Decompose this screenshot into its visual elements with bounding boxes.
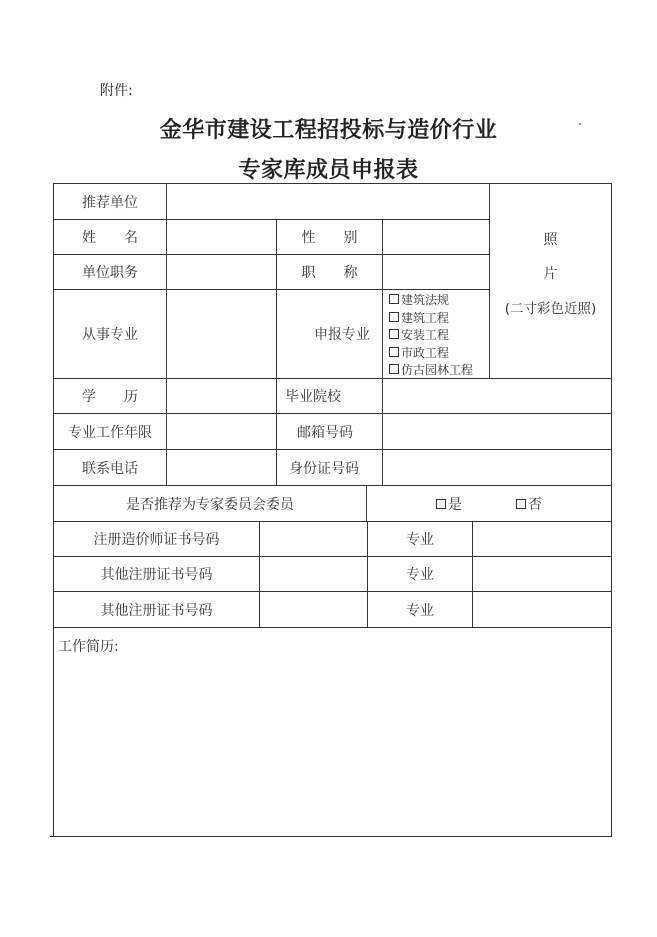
checkbox-icon[interactable] (389, 364, 399, 374)
title-rank-label: 职 称 (301, 265, 358, 281)
education-label: 学 历 (82, 389, 138, 405)
checkbox-icon[interactable] (389, 347, 399, 357)
cost-cert-field[interactable] (260, 522, 367, 556)
committee-no[interactable]: 否 (516, 494, 542, 514)
name-field[interactable] (167, 220, 276, 254)
major-field-2[interactable] (473, 557, 611, 591)
checkbox-icon[interactable] (436, 499, 446, 509)
cost-cert-label: 注册造价师证书号码 (93, 532, 220, 548)
gender-label: 性 别 (301, 230, 358, 246)
specialty-label: 从事专业 (82, 327, 138, 343)
other-cert-field-2[interactable] (260, 592, 367, 627)
school-label: 毕业院校 (285, 389, 341, 405)
committee-yes[interactable]: 是 (436, 494, 462, 514)
option-building-engineering[interactable]: 建筑工程 (389, 310, 473, 328)
apply-specialty-options (389, 292, 473, 380)
photo-label-2: 片 (543, 266, 558, 282)
committee-question: 是否推荐为专家委员会委员 (126, 496, 294, 513)
position-field[interactable] (167, 255, 276, 289)
phone-label: 联系电话 (82, 460, 138, 477)
position-label: 单位职务 (82, 265, 138, 281)
photo-area[interactable] (490, 185, 611, 317)
checkbox-icon[interactable] (389, 329, 399, 339)
recommend-unit-label: 推荐单位 (82, 194, 138, 211)
attachment-label: 附件: (100, 83, 133, 99)
major-label-2: 专业 (406, 567, 434, 583)
form-title-line1: 金华市建设工程招投标与造价行业 (159, 117, 498, 143)
other-cert-field-1[interactable] (260, 557, 367, 591)
other-cert-label-1: 其他注册证书号码 (100, 567, 213, 583)
committee-choices (367, 486, 611, 521)
option-municipal[interactable]: 市政工程 (389, 345, 473, 363)
checkbox-icon[interactable] (389, 312, 399, 322)
name-label: 姓 名 (82, 230, 138, 246)
work-years-field[interactable] (167, 414, 276, 449)
resume-label: 工作简历: (58, 639, 119, 655)
id-field[interactable] (383, 450, 611, 485)
major-label-3: 专业 (406, 602, 434, 619)
photo-label-1: 照 (543, 232, 558, 248)
school-field[interactable] (383, 379, 611, 413)
work-years-label: 专业工作年限 (68, 424, 152, 441)
phone-field[interactable] (167, 450, 276, 485)
resume-field[interactable] (54, 660, 611, 835)
apply-specialty-label: 申报专业 (314, 327, 370, 343)
checkbox-icon[interactable] (389, 294, 399, 304)
form-title-line2: 专家库成员申报表 (238, 157, 419, 183)
specialty-field[interactable] (167, 290, 276, 378)
other-cert-label-2: 其他注册证书号码 (100, 602, 213, 619)
title-rank-field[interactable] (383, 255, 489, 289)
option-landscape[interactable]: 仿古园林工程 (389, 362, 473, 380)
major-field-3[interactable] (473, 592, 611, 627)
gender-field[interactable] (383, 220, 489, 254)
speck-mark (579, 123, 581, 125)
education-field[interactable] (167, 379, 276, 413)
email-field[interactable] (383, 414, 611, 449)
major-field-1[interactable] (473, 522, 611, 556)
option-building-law[interactable]: 建筑法规 (389, 292, 473, 310)
photo-label-3: (二寸彩色近照) (504, 301, 597, 317)
checkbox-icon[interactable] (516, 499, 526, 509)
email-label: 邮箱号码 (297, 424, 353, 441)
option-installation[interactable]: 安装工程 (389, 327, 473, 345)
major-label-1: 专业 (406, 532, 434, 548)
id-label: 身份证号码 (289, 460, 359, 477)
recommend-unit-field[interactable] (167, 184, 489, 219)
